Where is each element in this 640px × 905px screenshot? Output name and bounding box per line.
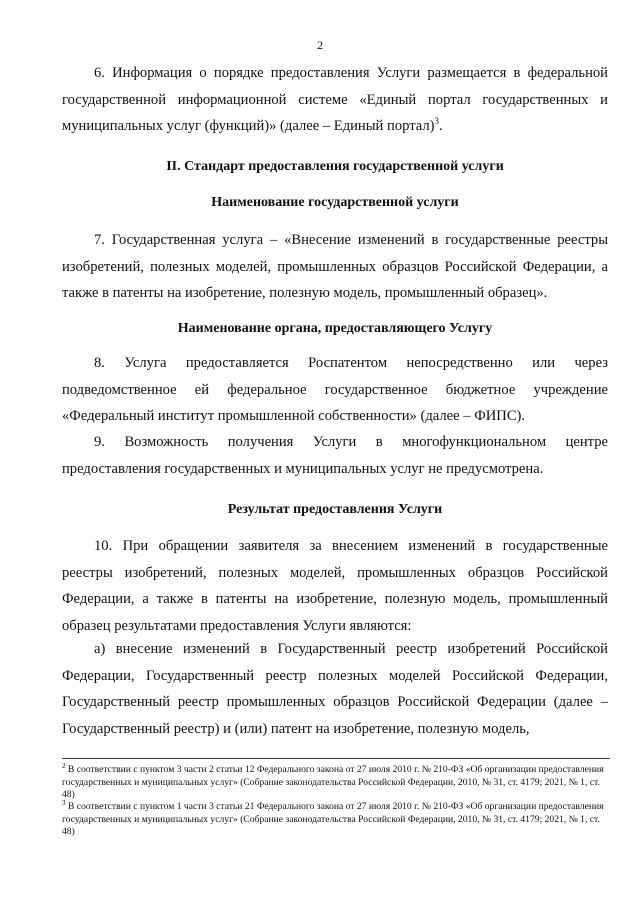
footnote-ref-3: 3 [434, 116, 440, 127]
section-2-title: II. Стандарт предоставления государственной услуги [166, 159, 504, 174]
paragraph-8: 8. Услуга предоставляется Роспатентом непосредственно или через подведомственное ей федеральное государственное бюджетное учреждение «Федеральный институт промышленной собственности» (далее – ФИПС). [62, 355, 608, 424]
footnote-2 [62, 761, 610, 802]
heading-result: Результат предоставления Услуги [227, 502, 443, 517]
paragraph-9: 9. Возможность получения Услуги в многофункциональном центре предоставления государственных и муниципальных услуг не предусмотрена. [62, 434, 608, 477]
paragraph-10a: а) внесение изменений в Государственный реестр изобретений Российской Федерации, Государственный реестр полезных моделей Российской Федерации, Государственный реестр промышленных образцов Российской Федерации (далее – Государственный реестр) и (или) патент на изобретение, полезную модель, [62, 641, 608, 737]
heading-service-name: Наименование государственной услуги [211, 195, 459, 210]
paragraph-10: 10. При обращении заявителя за внесением изменений в государственные реестры изобретений, полезных моделей, промышленных образцов Российской Федерации, а также в патенты на изобретение, полезную модель, промышленный образец результатами предоставления Услуги являются: [62, 538, 608, 634]
paragraph-6-tail: . [439, 118, 443, 134]
paragraph-6-text: 6. Информация о порядке предоставления Услуги размещается в федеральной государственной информационной системе «Единый портал государственных и муниципальных услуг (функций)» (далее – Единый портал) [62, 65, 608, 134]
footnote-separator [62, 758, 610, 759]
page-number: 2 [317, 38, 323, 52]
footnote-3-text: В соответствии с пунктом 1 части 3 статьи 21 Федерального закона от 27 июля 2010 г. № 210-ФЗ «Об организации предоставления государственных и муниципальных услуг» (Собрание законодательства Российской Федерации, 2010, № 31, ст. 4179; 2021, № 1, ст. 48) [62, 801, 604, 838]
footnote-3 [62, 798, 610, 839]
footnote-2-text: В соответствии с пунктом 3 части 2 статьи 12 Федерального закона от 27 июля 2010 г. № 210-ФЗ «Об организации предоставления государственных и муниципальных услуг» (Собрание законодательства Российской Федерации, 2010, № 31, ст. 4179; 2021, № 1, ст. 48) [62, 764, 604, 801]
paragraph-7: 7. Государственная услуга – «Внесение изменений в государственные реестры изобретений, полезных моделей, промышленных образцов Российской Федерации, а также в патенты на изобретение, полезную модель, промышленный образец». [62, 232, 608, 301]
footnote-mark-3: 3 [62, 798, 66, 807]
heading-organ-name: Наименование органа, предоставляющего Услугу [177, 321, 493, 336]
paragraph-6 [62, 60, 608, 140]
footnote-mark-2: 2 [62, 761, 66, 770]
